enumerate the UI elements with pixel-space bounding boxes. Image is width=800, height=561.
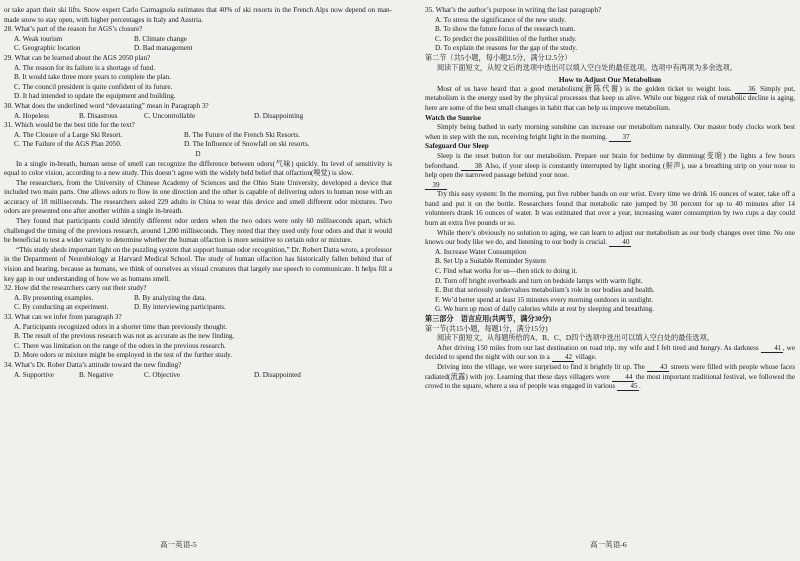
answer-option[interactable]: C. Uncontrollable: [144, 111, 196, 120]
subheading-watch-sunrise: Watch the Sunrise: [425, 113, 481, 122]
cloze-paragraph-1: [425, 344, 795, 363]
answer-option[interactable]: D. Disappointing: [254, 111, 304, 120]
blank-36[interactable]: 36: [735, 85, 757, 94]
answer-option[interactable]: C. Objective: [144, 370, 181, 379]
choice-option: D. Turn off bright overheads and turn on bedside lamps with warm light.: [435, 276, 643, 285]
answer-option[interactable]: A. Weak tourism: [14, 34, 63, 43]
section-d-label: D: [195, 149, 201, 158]
answer-option[interactable]: C. There was limitation on the range of the odors in the previous research.: [14, 341, 226, 350]
passage-d-question-options: [4, 323, 392, 361]
blank-41[interactable]: 41: [761, 344, 783, 353]
blank-37[interactable]: 37: [609, 133, 631, 142]
question-35-option-d: D. To explain the reasons for the gap of the study.: [435, 44, 578, 53]
answer-option[interactable]: D. It had intended to update the equipment and building.: [14, 92, 176, 101]
section-2-instructions: 阅读下面短文，从短文后的选项中选出可以填入空白处的最佳选项。选项中有两项为多余选项。: [437, 63, 737, 72]
cloze-1-part-c: village.: [575, 353, 597, 362]
blank-43[interactable]: 43: [647, 363, 669, 372]
paragraph-1-part-a: Most of us have heard that a good metabolism(新陈代谢) is the golden ticket to weight loss.: [437, 84, 732, 93]
answer-option[interactable]: B. Disastrous: [79, 111, 118, 120]
blank-45[interactable]: 45: [617, 382, 639, 391]
cloze-paragraph-2: [425, 363, 795, 392]
answer-option[interactable]: B. The result of the previous research was not as accurate as the new finding.: [14, 332, 235, 341]
part-3-heading: 第三部分 语言应用(共两节，满分30分): [425, 315, 552, 323]
cloze-2-part-d: .: [638, 382, 641, 391]
paragraph-5-text: While there’s obviously no solution to aging, we can learn to adjust our metabolism as our body changes over time. No one knows our body like we do, and listening to our body is crucial.: [425, 228, 795, 247]
answer-option[interactable]: C. The council president is quite confident of its future.: [14, 82, 173, 91]
metabolism-paragraph-4: Try this easy system: In the morning, put five rubber bands on our wrist. Every time we drink 16 ounces of water, take off a band and put it on the bottle. Researchers found that metabolic rate jumped by 30 percent for up to 40 minutes after 14 volunteers drank 16 ounces of water. It was estimated that over a year, increasing water consumption by two cups a day could burn an extra five pounds or so.: [425, 190, 795, 228]
answer-option[interactable]: D. The Influence of Snowfall on ski resorts.: [184, 140, 310, 149]
passage-d-question-stem: 32. How did the researchers carry out their study?: [4, 284, 147, 293]
answer-option[interactable]: D. Bad management: [134, 44, 193, 53]
question-35-option-b: B. To show the future focus of the research team.: [435, 25, 576, 34]
questions-c: [4, 25, 392, 150]
answer-option[interactable]: A. The Closure of a Large Ski Resort.: [14, 130, 123, 139]
blank-39[interactable]: 39: [425, 181, 447, 190]
left-column: [4, 6, 392, 380]
passage-d-paragraph-4: “This study sheds important light on the puzzling system that support human odor recognition,” Dr. Robert Datta wrote, a professor in the Department of Neurobiology at Harvard Medical School. The study of human olfaction has historically fallen behind that of vision and hearing, because as humans, we think of ourselves as visual creatures that largely use speech to communicate. It helps fill a key gap in our understanding of how we as humans smell.: [4, 245, 393, 283]
right-column: [425, 6, 795, 392]
metabolism-paragraph-1: [425, 85, 795, 114]
answer-option[interactable]: A. Participants recognized odors in a shorter time than previously thought.: [14, 322, 227, 331]
passage-d-paragraph-3: They found that participants could identify different odor orders when the two odors were only 60 milliseconds apart, which challenged the timing of the previous research, around 1,200 milliseconds. They noted that they used only four odors and that it would be beneficial to test a wider variety to determine whether the human olfaction is more sensitive to certain odor or mixture.: [4, 217, 392, 245]
cloze-2-part-b: streets were filled with people whose faces radiated(流露) with joy. Learning that these days villagers were: [425, 362, 795, 381]
answer-option[interactable]: A. The reason for its failure is a shortage of fund.: [14, 63, 156, 72]
choice-option: E. But that seriously undervalues metabolism’s role in our bodies and health.: [435, 286, 655, 295]
answer-option[interactable]: C. By conducting an experiment.: [14, 303, 109, 312]
passage-c-question-options: [4, 131, 392, 150]
passage-d-paragraph-2: The researchers, from the University of Chinese Academy of Sciences and the Ohio State University, developed a device that included two main parts. One allows odors to flow in one direction and the other is capable of delivering odors to human nose with an accuracy of 18 milliseconds. The researchers asked 229 adults in China to wear this device and smell different odor mixtures. Two odors are presented one after another within a single in-breath.: [4, 178, 392, 216]
passage-d-question-stem: 34. What’s Dr. Rober Datta’s attitude toward the new finding?: [4, 360, 182, 369]
passage-c-ending: or take apart their ski lifts. Snow expert Carlo Carmagnola estimates that 40% of ski resorts in the French Alps now depend on man-made snow to stay open, with higher percentages in Italy and Austria.: [4, 6, 392, 24]
paragraph-1-part-b: Simply put, metabolism is the energy used by the physical processes that keep us alive. While our biggest risk of metabolic decline is aging, here are some of the best small changes in habit that can help us improve metabolism.: [425, 84, 795, 112]
answer-option[interactable]: A. By presenting examples.: [14, 293, 94, 302]
passage-d-question-options: [4, 371, 392, 381]
section-2-heading: 第二节（共5小题，每小题2.5分，满分12.5分）: [425, 53, 572, 62]
answer-option[interactable]: A. Supportive: [14, 370, 55, 379]
metabolism-paragraph-5: [425, 229, 795, 248]
answer-option[interactable]: C. The Failure of the AGS Plan 2050.: [14, 140, 122, 149]
passage-d-question-stem: 33. What can we infer from paragraph 3?: [4, 313, 122, 321]
metabolism-paragraph-3: [425, 152, 795, 181]
blank-39-line: [425, 181, 795, 191]
page-footer-right: 高一英语-6: [590, 540, 627, 549]
answer-option[interactable]: A. Hopeless: [14, 111, 49, 120]
subheading-safeguard-sleep: Safeguard Our Sleep: [425, 142, 489, 151]
question-35-stem: 35. What’s the author’s purpose in writing the last paragraph?: [425, 6, 602, 14]
passage-c-question-stem: 30. What does the underlined word “devastating” mean in Paragraph 3?: [4, 101, 209, 110]
metabolism-paragraph-2: [425, 123, 795, 142]
answer-option[interactable]: B. By analyzing the data.: [134, 293, 207, 302]
answer-option[interactable]: D. By interviewing participants.: [134, 303, 226, 312]
choice-option: G. We burn up most of daily calories while at rest by sleeping and breathing.: [435, 305, 655, 314]
paragraph-3-part-a: Sleep is the reset button for our metabolism. Prepare our brain for bedtime by dimming(变暗) the lights a few hours beforehand.: [425, 151, 795, 170]
cloze-2-part-c: the most important traditional festival, we followed the crowd to the square, where a sea of people was engaged in various: [425, 372, 795, 391]
cloze-1-part-b: , we decided to spend the night with our son in a: [425, 343, 795, 362]
choice-option: B. Set Up a Suitable Reminder System: [435, 257, 546, 266]
choice-option: A. Increase Water Consumption: [435, 247, 527, 256]
choice-option: F. We’d better spend at least 15 minutes every morning outdoors in sunlight.: [435, 295, 654, 304]
passage-d-question-options: [4, 294, 392, 313]
answer-option[interactable]: B. Climate change: [134, 34, 187, 43]
answer-option[interactable]: D. More odors or mixture might be employed in the test of the further study.: [14, 351, 233, 360]
passage-title: How to Adjust Our Metabolism: [558, 75, 662, 85]
passage-c-question-stem: 28. What’s part of the reason for AGS’s closure?: [4, 25, 143, 34]
answer-option[interactable]: B. Negative: [79, 370, 114, 379]
cloze-2-part-a: Driving into the village, we were surprised to find it brightly lit up. The: [437, 362, 645, 371]
blank-42[interactable]: 42: [552, 353, 574, 362]
passage-c-question-stem: 31. Which would be the best title for the text?: [4, 121, 135, 130]
blank-40[interactable]: 40: [609, 238, 631, 247]
paragraph-2-text: Simply being bathed in early morning sunshine can increase our metabolism naturally. Our master body clocks work best when in step with the sun, receiving bright light in the morning.: [425, 123, 795, 141]
passage-d-paragraph-1: In a single in-breath, human sense of smell can recognize the difference between odors(气味) quickly. Its level of sensitivity is equal to color vision, according to a new study. This doesn’t agree with the widely held belief that olfaction(嗅觉) is slow.: [4, 159, 392, 178]
answer-option[interactable]: C. Geographic location: [14, 44, 81, 53]
cloze-1-part-a: After driving 150 miles from our last destination on road trip, my wife and I felt tired and hungry. As darkness: [437, 343, 759, 352]
answer-option[interactable]: D. Disappointed: [254, 370, 301, 379]
section-1-instructions: 阅读下面短文，从每题所给的A、B、C、D四个选项中选出可以填入空白处的最佳选项。: [437, 334, 714, 343]
question-35-option-c: C. To predict the possibilities of the further study.: [435, 34, 577, 43]
passage-c-question-options: [4, 64, 392, 102]
blank-44[interactable]: 44: [612, 373, 634, 382]
question-35-option-a: A. To stress the significance of the new study.: [435, 15, 566, 24]
section-1-heading: 第一节(共15小题，每题1分，满分15分): [425, 324, 548, 333]
seven-choice-options: [425, 248, 795, 315]
passage-c-question-options: [4, 35, 392, 54]
questions-d: [4, 284, 392, 380]
paragraph-3-part-b: Also, if your sleep is constantly interrupted by light snoring (鼾声), use a breathing strip on your nose to help open the narrowed passage behind your nose.: [425, 161, 795, 180]
choice-option: C. Find what works for us—then stick to doing it.: [435, 267, 578, 276]
passage-c-question-stem: 29. What can be learned about the AGS 2050 plan?: [4, 53, 151, 62]
page-footer-left: 高一英语-5: [160, 540, 197, 549]
answer-option[interactable]: B. It would take three more years to complete the plan.: [14, 73, 172, 82]
blank-38[interactable]: 38: [461, 162, 483, 171]
answer-option[interactable]: B. The Future of the French Ski Resorts.: [184, 130, 300, 139]
passage-c-question-options: [4, 112, 392, 122]
